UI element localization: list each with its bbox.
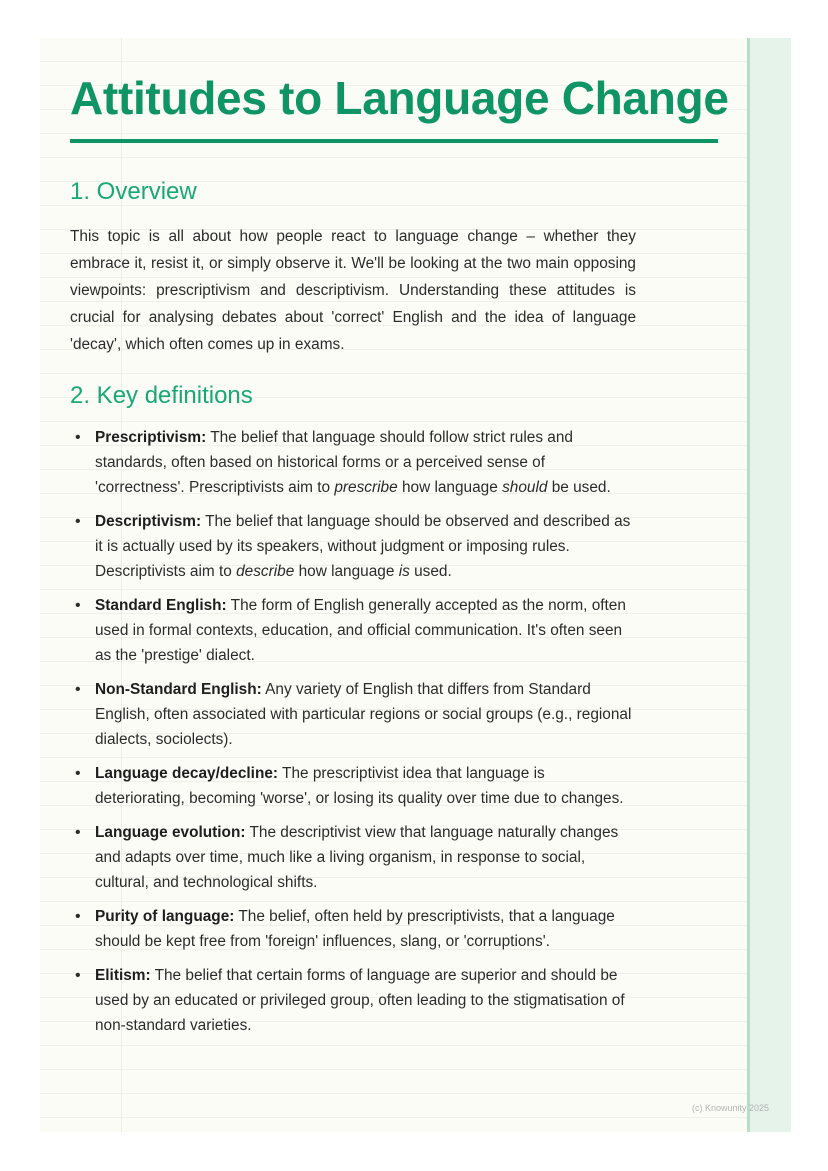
definition-item-descriptivism [70, 509, 636, 584]
definition-term: Standard English: [95, 597, 227, 614]
definition-term: Purity of language: [95, 908, 235, 925]
definition-emphasis: describe [236, 563, 295, 580]
definition-text: The belief that certain forms of language are superior and should be used by an educated or privileged group, often leading to the stigmatisation of non-standard varieties. [95, 967, 625, 1034]
definition-text: how language [397, 479, 503, 496]
definition-term: Language evolution: [95, 824, 246, 841]
definition-text: The form of English generally accepted as the norm, often used in formal contexts, education, and official communication. It's often seen as the 'prestige' dialect. [95, 597, 626, 664]
definition-text: The belief, often held by prescriptivists, that a language should be kept free from 'foreign' influences, slang, or 'corruptions'. [95, 908, 615, 950]
definition-item-elitism [70, 963, 636, 1038]
definition-text: The belief that language should follow strict rules and standards, often based on historical forms or a perceived sense of 'correctness'. Prescriptivists aim to [95, 429, 573, 496]
definitions-heading: 2. Key definitions [70, 382, 253, 409]
definition-item-standard-english [70, 593, 636, 668]
definitions-list [70, 425, 636, 1047]
definition-term: Non-Standard English: [95, 681, 262, 698]
right-margin-strip [750, 38, 791, 1132]
overview-paragraph: This topic is all about how people react to language change – whether they embrace it, resist it, or simply observe it. We'll be looking at the two main opposing viewpoints: prescriptivism and descriptivism. Understanding these attitudes is crucial for analysing debates about 'correct' English and the idea of language 'decay', which often comes up in exams. [70, 228, 636, 353]
definition-term: Language decay/decline: [95, 765, 279, 782]
definition-item-non-standard-english [70, 677, 636, 752]
definition-term: Prescriptivism: [95, 429, 207, 446]
definition-item-purity-of-language [70, 904, 636, 954]
definition-text: Any variety of English that differs from Standard English, often associated with particular regions or social groups (e.g., regional dialects, sociolects). [95, 681, 632, 748]
definition-text: used. [409, 563, 452, 580]
definition-text: The descriptivist view that language naturally changes and adapts over time, much like a living organism, in response to social, cultural, and technological shifts. [95, 824, 619, 891]
overview-heading: 1. Overview [70, 178, 197, 205]
definition-emphasis: is [398, 563, 410, 580]
definition-item-language-evolution [70, 820, 636, 895]
definition-text: be used. [547, 479, 611, 496]
definition-term: Descriptivism: [95, 513, 202, 530]
page-title: Attitudes to Language Change [70, 72, 729, 124]
title-underline [70, 139, 718, 143]
definition-item-language-decay [70, 761, 636, 811]
definition-text: how language [294, 563, 399, 580]
definition-emphasis: prescribe [334, 479, 398, 496]
definition-text: The prescriptivist idea that language is deteriorating, becoming 'worse', or losing its quality over time due to changes. [95, 765, 624, 807]
definition-item-prescriptivism [70, 425, 636, 500]
copyright-footer: (c) Knowunity 2025 [692, 1103, 770, 1113]
definition-emphasis: should [502, 479, 548, 496]
definition-text: The belief that language should be observed and described as it is actually used by its speakers, without judgment or imposing rules. Descriptivists aim to [95, 513, 631, 580]
definition-term: Elitism: [95, 967, 151, 984]
